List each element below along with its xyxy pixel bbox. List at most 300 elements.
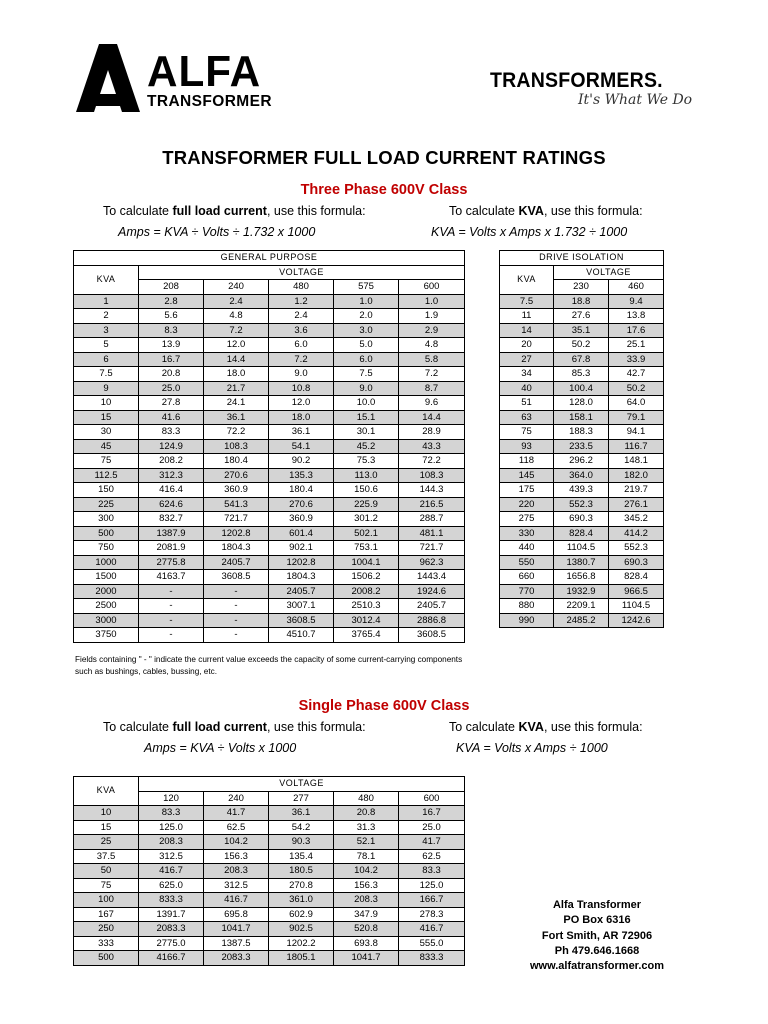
three-phase-kva-instruction bbox=[449, 204, 643, 219]
voltage-header-cell: 600 bbox=[399, 791, 465, 806]
amps-cell: 24.1 bbox=[204, 396, 269, 411]
voltage-column-header: VOLTAGE bbox=[554, 265, 664, 280]
amps-cell: 148.1 bbox=[609, 454, 664, 469]
amps-cell: 31.3 bbox=[334, 820, 399, 835]
dash-footnote: Fields containing " - " indicate the current value exceeds the capacity of some current-carrying components such as bushings, cables, bussing, etc. bbox=[75, 655, 463, 676]
amps-cell: 125.0 bbox=[139, 820, 204, 835]
amps-cell: 1.9 bbox=[399, 309, 465, 324]
amps-cell: 555.0 bbox=[399, 936, 465, 951]
amps-cell: 1.0 bbox=[334, 294, 399, 309]
amps-cell: 296.2 bbox=[554, 454, 609, 469]
amps-cell: 541.3 bbox=[204, 497, 269, 512]
amps-cell: 33.9 bbox=[609, 352, 664, 367]
amps-cell: 5.0 bbox=[334, 338, 399, 353]
amps-cell: 116.7 bbox=[609, 439, 664, 454]
table-row bbox=[74, 425, 465, 440]
amps-cell: 182.0 bbox=[609, 468, 664, 483]
amps-cell: 552.3 bbox=[554, 497, 609, 512]
instruction-suffix: , use this formula: bbox=[266, 720, 366, 734]
website-link[interactable]: www.alfatransformer.com bbox=[529, 960, 665, 973]
amps-cell: 14.4 bbox=[204, 352, 269, 367]
company-name: Alfa Transformer bbox=[552, 899, 642, 911]
table-row bbox=[74, 922, 465, 937]
instruction-prefix: To calculate bbox=[103, 720, 173, 734]
amps-cell: 54.2 bbox=[269, 820, 334, 835]
kva-cell: 300 bbox=[74, 512, 139, 527]
amps-cell: 695.8 bbox=[204, 907, 269, 922]
amps-cell: 276.1 bbox=[609, 497, 664, 512]
amps-cell: 1804.3 bbox=[269, 570, 334, 585]
kva-column-header: KVA bbox=[500, 265, 554, 294]
kva-cell: 50 bbox=[74, 864, 139, 879]
amps-cell: 233.5 bbox=[554, 439, 609, 454]
amps-cell: 90.2 bbox=[269, 454, 334, 469]
amps-cell: 439.3 bbox=[554, 483, 609, 498]
amps-cell: 83.3 bbox=[399, 864, 465, 879]
amps-cell: 3007.1 bbox=[269, 599, 334, 614]
amps-cell: 27.8 bbox=[139, 396, 204, 411]
amps-cell: 100.4 bbox=[554, 381, 609, 396]
amps-cell: 2405.7 bbox=[399, 599, 465, 614]
voltage-header-cell: 120 bbox=[139, 791, 204, 806]
amps-cell: 1443.4 bbox=[399, 570, 465, 585]
amps-cell: 828.4 bbox=[554, 526, 609, 541]
table-row bbox=[74, 309, 465, 324]
kva-cell: 14 bbox=[500, 323, 554, 338]
kva-cell: 225 bbox=[74, 497, 139, 512]
amps-cell: 1202.2 bbox=[269, 936, 334, 951]
amps-cell: 1932.9 bbox=[554, 584, 609, 599]
amps-cell: 312.3 bbox=[139, 468, 204, 483]
table-row bbox=[74, 613, 465, 628]
kva-cell: 167 bbox=[74, 907, 139, 922]
amps-cell: 28.9 bbox=[399, 425, 465, 440]
amps-cell: 416.7 bbox=[139, 864, 204, 879]
amps-cell: 156.3 bbox=[334, 878, 399, 893]
amps-cell: 1804.3 bbox=[204, 541, 269, 556]
amps-cell: 902.5 bbox=[269, 922, 334, 937]
amps-cell: 361.0 bbox=[269, 893, 334, 908]
voltage-header-cell: 277 bbox=[269, 791, 334, 806]
table-row bbox=[500, 294, 664, 309]
kva-cell: 112.5 bbox=[74, 468, 139, 483]
table-row bbox=[74, 352, 465, 367]
amps-cell: 1387.5 bbox=[204, 936, 269, 951]
voltage-header-cell: 480 bbox=[269, 280, 334, 295]
kva-cell: 750 bbox=[74, 541, 139, 556]
amps-cell: 2405.7 bbox=[269, 584, 334, 599]
amps-cell: 135.4 bbox=[269, 849, 334, 864]
kva-cell: 20 bbox=[500, 338, 554, 353]
amps-cell: 62.5 bbox=[399, 849, 465, 864]
amps-cell: 1924.6 bbox=[399, 584, 465, 599]
kva-cell: 7.5 bbox=[500, 294, 554, 309]
instruction-keyword: KVA bbox=[518, 720, 544, 734]
amps-cell: 135.3 bbox=[269, 468, 334, 483]
amps-cell: 41.7 bbox=[204, 806, 269, 821]
table-row bbox=[74, 849, 465, 864]
voltage-header-cell: 230 bbox=[554, 280, 609, 295]
kva-cell: 2000 bbox=[74, 584, 139, 599]
amps-cell: 20.8 bbox=[334, 806, 399, 821]
kva-cell: 150 bbox=[74, 483, 139, 498]
amps-cell: 7.5 bbox=[334, 367, 399, 382]
amps-cell: 962.3 bbox=[399, 555, 465, 570]
amps-cell: 108.3 bbox=[399, 468, 465, 483]
kva-cell: 1500 bbox=[74, 570, 139, 585]
table-row bbox=[500, 439, 664, 454]
amps-cell: 5.6 bbox=[139, 309, 204, 324]
single-phase-kva-formula: KVA = Volts x Amps ÷ 1000 bbox=[456, 741, 608, 755]
kva-cell: 990 bbox=[500, 613, 554, 628]
table-row bbox=[500, 555, 664, 570]
amps-cell: 3012.4 bbox=[334, 613, 399, 628]
amps-cell: 36.1 bbox=[204, 410, 269, 425]
amps-cell: 345.2 bbox=[609, 512, 664, 527]
amps-cell: 602.9 bbox=[269, 907, 334, 922]
amps-cell: 1387.9 bbox=[139, 526, 204, 541]
amps-cell: 20.8 bbox=[139, 367, 204, 382]
amps-cell: 18.0 bbox=[204, 367, 269, 382]
amps-cell: 62.5 bbox=[204, 820, 269, 835]
kva-cell: 27 bbox=[500, 352, 554, 367]
table-row bbox=[500, 367, 664, 382]
table-row bbox=[74, 541, 465, 556]
amps-cell: 150.6 bbox=[334, 483, 399, 498]
kva-cell: 7.5 bbox=[74, 367, 139, 382]
amps-cell: 1104.5 bbox=[609, 599, 664, 614]
amps-cell: 12.0 bbox=[204, 338, 269, 353]
amps-cell: 360.9 bbox=[269, 512, 334, 527]
amps-cell: - bbox=[139, 628, 204, 643]
amps-cell: 270.6 bbox=[269, 497, 334, 512]
voltage-column-header: VOLTAGE bbox=[139, 777, 465, 792]
amps-cell: 125.0 bbox=[399, 878, 465, 893]
amps-cell: 79.1 bbox=[609, 410, 664, 425]
amps-cell: 693.8 bbox=[334, 936, 399, 951]
amps-cell: 83.3 bbox=[139, 425, 204, 440]
amps-cell: 144.3 bbox=[399, 483, 465, 498]
amps-cell: 16.7 bbox=[399, 806, 465, 821]
table-row bbox=[74, 526, 465, 541]
header-row bbox=[500, 265, 664, 280]
amps-cell: 2485.2 bbox=[554, 613, 609, 628]
amps-cell: 1202.8 bbox=[204, 526, 269, 541]
kva-cell: 2 bbox=[74, 309, 139, 324]
amps-cell: 41.7 bbox=[399, 835, 465, 850]
table-row bbox=[74, 323, 465, 338]
amps-cell: 1.0 bbox=[399, 294, 465, 309]
amps-cell: 6.0 bbox=[269, 338, 334, 353]
amps-cell: 225.9 bbox=[334, 497, 399, 512]
instruction-suffix: , use this formula: bbox=[266, 204, 366, 218]
amps-cell: 1380.7 bbox=[554, 555, 609, 570]
kva-cell: 93 bbox=[500, 439, 554, 454]
amps-cell: 347.9 bbox=[334, 907, 399, 922]
kva-cell: 3750 bbox=[74, 628, 139, 643]
amps-cell: 180.4 bbox=[269, 483, 334, 498]
amps-cell: 4.8 bbox=[399, 338, 465, 353]
table-title: DRIVE ISOLATION bbox=[500, 251, 664, 266]
kva-cell: 11 bbox=[500, 309, 554, 324]
amps-cell: 25.1 bbox=[609, 338, 664, 353]
amps-cell: 108.3 bbox=[204, 439, 269, 454]
table-row bbox=[74, 835, 465, 850]
brand-tagline: It's What We Do bbox=[578, 92, 693, 108]
table-row bbox=[74, 512, 465, 527]
alfa-logo-icon bbox=[76, 44, 140, 112]
amps-cell: 208.3 bbox=[204, 864, 269, 879]
table-row bbox=[74, 864, 465, 879]
table-row bbox=[74, 367, 465, 382]
amps-cell: 25.0 bbox=[399, 820, 465, 835]
table-row bbox=[500, 497, 664, 512]
amps-cell: 625.0 bbox=[139, 878, 204, 893]
kva-cell: 45 bbox=[74, 439, 139, 454]
amps-cell: 113.0 bbox=[334, 468, 399, 483]
amps-cell: 2.4 bbox=[269, 309, 334, 324]
amps-cell: 690.3 bbox=[609, 555, 664, 570]
amps-cell: 2083.3 bbox=[139, 922, 204, 937]
table-row bbox=[500, 584, 664, 599]
amps-cell: 1506.2 bbox=[334, 570, 399, 585]
amps-cell: - bbox=[204, 613, 269, 628]
amps-cell: 216.5 bbox=[399, 497, 465, 512]
three-phase-flc-instruction bbox=[103, 204, 366, 219]
amps-cell: 1004.1 bbox=[334, 555, 399, 570]
amps-cell: 54.1 bbox=[269, 439, 334, 454]
amps-cell: 1041.7 bbox=[204, 922, 269, 937]
amps-cell: 52.1 bbox=[334, 835, 399, 850]
amps-cell: 188.3 bbox=[554, 425, 609, 440]
amps-cell: 1104.5 bbox=[554, 541, 609, 556]
table-title-row bbox=[500, 251, 664, 266]
table-row bbox=[500, 323, 664, 338]
kva-cell: 30 bbox=[74, 425, 139, 440]
kva-cell: 275 bbox=[500, 512, 554, 527]
amps-cell: 721.7 bbox=[204, 512, 269, 527]
amps-cell: 833.3 bbox=[399, 951, 465, 966]
kva-cell: 220 bbox=[500, 497, 554, 512]
amps-cell: 753.1 bbox=[334, 541, 399, 556]
kva-cell: 250 bbox=[74, 922, 139, 937]
amps-cell: 50.2 bbox=[609, 381, 664, 396]
kva-cell: 37.5 bbox=[74, 849, 139, 864]
table-row bbox=[74, 806, 465, 821]
single-phase-flc-instruction bbox=[103, 720, 366, 735]
amps-cell: 624.6 bbox=[139, 497, 204, 512]
kva-cell: 500 bbox=[74, 951, 139, 966]
kva-cell: 63 bbox=[500, 410, 554, 425]
amps-cell: 3608.5 bbox=[399, 628, 465, 643]
three-phase-flc-formula: Amps = KVA ÷ Volts ÷ 1.732 x 1000 bbox=[118, 225, 316, 239]
single-phase-heading: Single Phase 600V Class bbox=[298, 698, 470, 714]
amps-cell: 2775.8 bbox=[139, 555, 204, 570]
table-row bbox=[74, 907, 465, 922]
city-state-zip: Fort Smith, AR 72906 bbox=[541, 929, 653, 942]
instruction-suffix: , use this formula: bbox=[543, 204, 643, 218]
amps-cell: 1805.1 bbox=[269, 951, 334, 966]
instruction-prefix: To calculate bbox=[449, 204, 519, 218]
single-phase-table bbox=[73, 776, 465, 966]
page-title: TRANSFORMER FULL LOAD CURRENT RATINGS bbox=[162, 147, 606, 168]
kva-cell: 15 bbox=[74, 820, 139, 835]
amps-cell: 208.2 bbox=[139, 454, 204, 469]
amps-cell: 481.1 bbox=[399, 526, 465, 541]
amps-cell: 312.5 bbox=[204, 878, 269, 893]
amps-cell: 828.4 bbox=[609, 570, 664, 585]
amps-cell: 36.1 bbox=[269, 806, 334, 821]
header-row bbox=[74, 265, 465, 280]
voltage-header-cell: 460 bbox=[609, 280, 664, 295]
amps-cell: 3.0 bbox=[334, 323, 399, 338]
table-row bbox=[500, 570, 664, 585]
kva-cell: 500 bbox=[74, 526, 139, 541]
amps-cell: 2081.9 bbox=[139, 541, 204, 556]
kva-column-header: KVA bbox=[74, 265, 139, 294]
amps-cell: 416.7 bbox=[204, 893, 269, 908]
amps-cell: 4510.7 bbox=[269, 628, 334, 643]
brand-wordmark: TRANSFORMERS. bbox=[490, 69, 663, 92]
table-row bbox=[500, 396, 664, 411]
amps-cell: 278.3 bbox=[399, 907, 465, 922]
amps-cell: 1391.7 bbox=[139, 907, 204, 922]
amps-cell: 16.7 bbox=[139, 352, 204, 367]
amps-cell: 7.2 bbox=[269, 352, 334, 367]
table-row bbox=[500, 338, 664, 353]
kva-cell: 440 bbox=[500, 541, 554, 556]
amps-cell: 124.9 bbox=[139, 439, 204, 454]
table-row bbox=[500, 599, 664, 614]
kva-cell: 660 bbox=[500, 570, 554, 585]
amps-cell: 312.5 bbox=[139, 849, 204, 864]
three-phase-kva-formula: KVA = Volts x Amps x 1.732 ÷ 1000 bbox=[431, 225, 628, 239]
amps-cell: 1202.8 bbox=[269, 555, 334, 570]
amps-cell: 414.2 bbox=[609, 526, 664, 541]
instruction-keyword: full load current bbox=[172, 720, 267, 734]
kva-cell: 34 bbox=[500, 367, 554, 382]
instruction-prefix: To calculate bbox=[103, 204, 173, 218]
amps-cell: 10.8 bbox=[269, 381, 334, 396]
amps-cell: 360.9 bbox=[204, 483, 269, 498]
amps-cell: 18.0 bbox=[269, 410, 334, 425]
table-row bbox=[74, 951, 465, 966]
amps-cell: 601.4 bbox=[269, 526, 334, 541]
table-row bbox=[74, 820, 465, 835]
instruction-keyword: full load current bbox=[172, 204, 267, 218]
amps-cell: 42.7 bbox=[609, 367, 664, 382]
amps-cell: - bbox=[139, 613, 204, 628]
single-phase-flc-formula: Amps = KVA ÷ Volts x 1000 bbox=[144, 741, 297, 755]
table-row bbox=[74, 483, 465, 498]
amps-cell: 9.0 bbox=[269, 367, 334, 382]
amps-cell: 156.3 bbox=[204, 849, 269, 864]
table-row bbox=[74, 439, 465, 454]
amps-cell: - bbox=[139, 599, 204, 614]
amps-cell: 966.5 bbox=[609, 584, 664, 599]
company-address bbox=[516, 898, 678, 974]
amps-cell: 208.3 bbox=[139, 835, 204, 850]
amps-cell: 833.3 bbox=[139, 893, 204, 908]
kva-column-header: KVA bbox=[74, 777, 139, 806]
kva-cell: 333 bbox=[74, 936, 139, 951]
amps-cell: 416.7 bbox=[399, 922, 465, 937]
table-row bbox=[74, 294, 465, 309]
table-row bbox=[500, 541, 664, 556]
amps-cell: 7.2 bbox=[204, 323, 269, 338]
header-row bbox=[74, 777, 465, 792]
amps-cell: 8.3 bbox=[139, 323, 204, 338]
amps-cell: 30.1 bbox=[334, 425, 399, 440]
amps-cell: 7.2 bbox=[399, 367, 465, 382]
amps-cell: - bbox=[139, 584, 204, 599]
voltage-header-cell: 208 bbox=[139, 280, 204, 295]
amps-cell: 50.2 bbox=[554, 338, 609, 353]
kva-cell: 25 bbox=[74, 835, 139, 850]
table-row bbox=[74, 454, 465, 469]
amps-cell: 12.0 bbox=[269, 396, 334, 411]
amps-cell: 3608.5 bbox=[269, 613, 334, 628]
amps-cell: 288.7 bbox=[399, 512, 465, 527]
table-row bbox=[74, 878, 465, 893]
amps-cell: 78.1 bbox=[334, 849, 399, 864]
kva-cell: 75 bbox=[74, 454, 139, 469]
amps-cell: 364.0 bbox=[554, 468, 609, 483]
table-row bbox=[500, 526, 664, 541]
kva-cell: 75 bbox=[74, 878, 139, 893]
amps-cell: 104.2 bbox=[204, 835, 269, 850]
amps-cell: 10.0 bbox=[334, 396, 399, 411]
amps-cell: 208.3 bbox=[334, 893, 399, 908]
amps-cell: 1041.7 bbox=[334, 951, 399, 966]
kva-cell: 100 bbox=[74, 893, 139, 908]
table-row bbox=[500, 381, 664, 396]
amps-cell: 721.7 bbox=[399, 541, 465, 556]
amps-cell: 64.0 bbox=[609, 396, 664, 411]
amps-cell: 1242.6 bbox=[609, 613, 664, 628]
kva-cell: 3 bbox=[74, 323, 139, 338]
amps-cell: 13.9 bbox=[139, 338, 204, 353]
table-row bbox=[74, 628, 465, 643]
amps-cell: 14.4 bbox=[399, 410, 465, 425]
kva-cell: 880 bbox=[500, 599, 554, 614]
voltage-header-cell: 240 bbox=[204, 280, 269, 295]
amps-cell: 902.1 bbox=[269, 541, 334, 556]
table-row bbox=[74, 468, 465, 483]
amps-cell: - bbox=[204, 628, 269, 643]
table-row bbox=[500, 352, 664, 367]
amps-cell: 25.0 bbox=[139, 381, 204, 396]
po-box: PO Box 6316 bbox=[563, 914, 631, 927]
table-row bbox=[74, 396, 465, 411]
kva-cell: 330 bbox=[500, 526, 554, 541]
table-row bbox=[500, 309, 664, 324]
amps-cell: 72.2 bbox=[399, 454, 465, 469]
amps-cell: - bbox=[204, 599, 269, 614]
voltage-header-cell: 600 bbox=[399, 280, 465, 295]
amps-cell: 27.6 bbox=[554, 309, 609, 324]
voltage-header-cell: 575 bbox=[334, 280, 399, 295]
amps-cell: 2209.1 bbox=[554, 599, 609, 614]
three-phase-heading: Three Phase 600V Class bbox=[300, 182, 468, 198]
kva-cell: 145 bbox=[500, 468, 554, 483]
amps-cell: 9.6 bbox=[399, 396, 465, 411]
amps-cell: 4.8 bbox=[204, 309, 269, 324]
voltage-column-header: VOLTAGE bbox=[139, 265, 465, 280]
kva-cell: 550 bbox=[500, 555, 554, 570]
amps-cell: 15.1 bbox=[334, 410, 399, 425]
logo-name: ALFA bbox=[147, 47, 262, 96]
